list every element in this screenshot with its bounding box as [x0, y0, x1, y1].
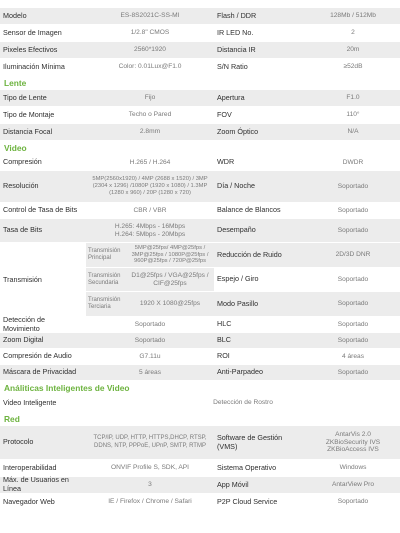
spec-value: Soportado [337, 299, 369, 307]
stream-label: Transmisión Principal [88, 247, 121, 261]
spec-key: Sistema Operativo [217, 462, 277, 472]
spec-key: Iluminación Mínima [3, 61, 65, 71]
spec-value [306, 426, 400, 459]
spec-value: 110° [346, 111, 360, 119]
section-title-red: Red [0, 412, 400, 426]
spec-row [0, 477, 400, 494]
spec-row [0, 171, 400, 203]
bitrate-h265: H.265: 4Mbps - 16Mbps [114, 222, 186, 230]
spec-value: 2D/3D DNR [335, 251, 371, 259]
spec-row [214, 243, 400, 267]
spec-key: HLC [217, 319, 232, 329]
stream-value: 5MP@25fps/ 4MP@25fps / 3MP@25fps / 1080P@25fps / 960P@25fps / 720P@25fps [131, 244, 209, 265]
vms-zkbiosecurity: ZKBioSecurity IVS [325, 438, 381, 446]
spec-value: F1.0 [306, 90, 400, 106]
spec-value: 128Mb / 512Mb [306, 8, 400, 24]
spec-key: Video Inteligente [3, 397, 57, 407]
spec-sheet [0, 8, 400, 511]
transmision-values [86, 243, 214, 316]
spec-value: 5MP(2560x1920) / 4MP (2688 x 1520) / 3MP (2304 x 1296) /1080P (1920 x 1080) / 1.3MP (1280 x 960) / 20P (1280 x 720) [86, 171, 214, 202]
spec-key: Día / Noche [214, 171, 306, 202]
spec-key: Reducción de Ruido [217, 249, 282, 259]
spec-value: TCP/IP, UDP, HTTP, HTTPS,DHCP, RTSP, DDNS, NTP, PPPoE, UPnP, SMTP, RTMP [86, 426, 214, 459]
section-title-analiticas: Análiticas Inteligentes de Video [0, 381, 400, 395]
spec-key: Tasa de Bits [0, 219, 86, 242]
spec-value: 2.8mm [86, 124, 214, 140]
spec-row [0, 42, 400, 59]
spec-row [0, 90, 400, 107]
spec-value: Windows [339, 464, 367, 472]
spec-value: Soportado [337, 206, 369, 214]
spec-key: Compresión de Audio [3, 351, 72, 361]
spec-key: BLC [214, 333, 306, 348]
bitrate-h264: H.264: 5Mbps - 20Mbps [114, 230, 186, 238]
spec-value: Detección de Rostro [213, 399, 273, 407]
spec-key: Balance de Blancos [217, 205, 281, 215]
spec-value: Soportado [306, 365, 400, 380]
stream-label: Transmisión Terciaria [88, 297, 121, 311]
vms-zkbioaccess: ZKBioAccess IVS [327, 446, 379, 454]
spec-value: Soportado [337, 498, 369, 506]
transmision-secundaria [86, 267, 214, 292]
spec-row [214, 292, 400, 316]
spec-value: DWDR [342, 158, 364, 166]
spec-key: Máscara de Privacidad [0, 365, 86, 380]
spec-key: Software de Gestión (VMS) [214, 426, 306, 459]
spec-value: ES-8S2021C-SS-MI [86, 8, 214, 24]
spec-value: G7.11u [139, 352, 161, 360]
spec-row [0, 349, 400, 365]
spec-value: 4 áreas [342, 352, 364, 360]
spec-key: Apertura [214, 90, 306, 106]
spec-row [0, 426, 400, 460]
spec-row [0, 203, 400, 219]
spec-key: Tipo de Montaje [3, 109, 55, 119]
spec-value [86, 219, 214, 242]
spec-row [0, 219, 400, 243]
spec-key: Modo Pasillo [217, 298, 259, 308]
spec-row [0, 395, 400, 412]
spec-key: FOV [217, 109, 232, 119]
spec-value: ONVIF Profile S, SDK, API [110, 464, 190, 472]
transmision-principal [86, 243, 214, 267]
spec-row [0, 25, 400, 42]
spec-key: Modelo [0, 8, 86, 24]
spec-key: P2P Cloud Service [217, 496, 278, 506]
spec-key: Sensor de Imagen [3, 27, 62, 37]
spec-value: 1/2.8" CMOS [130, 29, 170, 37]
section-title-lente: Lente [0, 76, 400, 90]
spec-key: Flash / DDR [214, 8, 306, 24]
spec-key: Control de Tasa de Bits [3, 205, 78, 215]
spec-key: Espejo / Giro [217, 274, 259, 284]
spec-row [0, 365, 400, 381]
spec-value: 2 [351, 29, 355, 37]
vms-antarvis: AntarVis 2.0 [335, 430, 371, 438]
spec-value: Soportado [306, 333, 400, 348]
spec-value: Soportado [86, 333, 214, 348]
spec-row [0, 314, 400, 333]
spec-value: AntarView Pro [306, 477, 400, 493]
transmision-block [0, 243, 400, 317]
spec-value: Fijo [86, 90, 214, 106]
spec-value: 2560*1920 [86, 42, 214, 58]
spec-key: Interoperabilidad [3, 462, 57, 472]
spec-row [0, 155, 400, 171]
spec-key: Zoom Digital [0, 333, 86, 348]
spec-key: Distancia IR [214, 42, 306, 58]
spec-key: WDR [217, 157, 235, 167]
spec-key: Compresión [3, 157, 42, 167]
spec-row [0, 8, 400, 25]
spec-key: IR LED No. [217, 27, 254, 37]
spec-key: Transmisión [3, 274, 42, 284]
spec-key: Distancia Focal [0, 124, 86, 140]
spec-row [0, 494, 400, 511]
spec-row [0, 124, 400, 141]
spec-value: Soportado [337, 320, 369, 328]
section-title-video: Video [0, 141, 400, 155]
spec-value: Soportado [306, 171, 400, 202]
spec-value: N/A [306, 124, 400, 140]
spec-key: Navegador Web [3, 496, 55, 506]
spec-row [0, 333, 400, 349]
spec-key: ROI [217, 351, 230, 361]
spec-row [214, 267, 400, 291]
spec-key: S/N Ratio [217, 61, 248, 71]
spec-key: App Móvil [214, 477, 306, 493]
spec-key: Detección de Movimiento [3, 314, 45, 333]
spec-key: Resolución [0, 171, 86, 202]
stream-value: 1920 X 1080@25fps [139, 300, 201, 308]
spec-row [0, 107, 400, 124]
spec-row [0, 59, 400, 76]
spec-key: Pixeles Efectivos [0, 42, 86, 58]
spec-value: 3 [86, 477, 214, 493]
spec-value: Techo o Pared [128, 111, 172, 119]
spec-value: H.265 / H.264 [129, 158, 171, 166]
spec-value: IE / Firefox / Chrome / Safari [108, 498, 192, 506]
spec-key: Protocolo [0, 426, 86, 459]
transmision-side [214, 243, 400, 316]
spec-value: CBR / VBR [133, 206, 167, 214]
spec-value: 5 áreas [86, 365, 214, 380]
spec-key: Zoom Óptico [214, 124, 306, 140]
stream-value: D1@25fps / VGA@25fps / CIF@25fps [131, 271, 209, 287]
stream-label: Transmisión Secundaria [88, 272, 121, 286]
spec-key: Tipo de Lente [0, 90, 86, 106]
spec-key: Anti-Parpadeo [214, 365, 306, 380]
spec-value: ≥52dB [343, 63, 363, 71]
spec-key: Máx. de Usuarios en Línea [0, 477, 86, 493]
spec-value: 20m [306, 42, 400, 58]
spec-value: Soportado [306, 219, 400, 242]
spec-value: Color: 0.01Lux@F1.0 [118, 63, 182, 71]
transmision-terciaria [86, 291, 214, 316]
spec-value: Soportado [134, 320, 166, 328]
spec-value: Soportado [337, 275, 369, 283]
spec-key: Desempaño [214, 219, 306, 242]
